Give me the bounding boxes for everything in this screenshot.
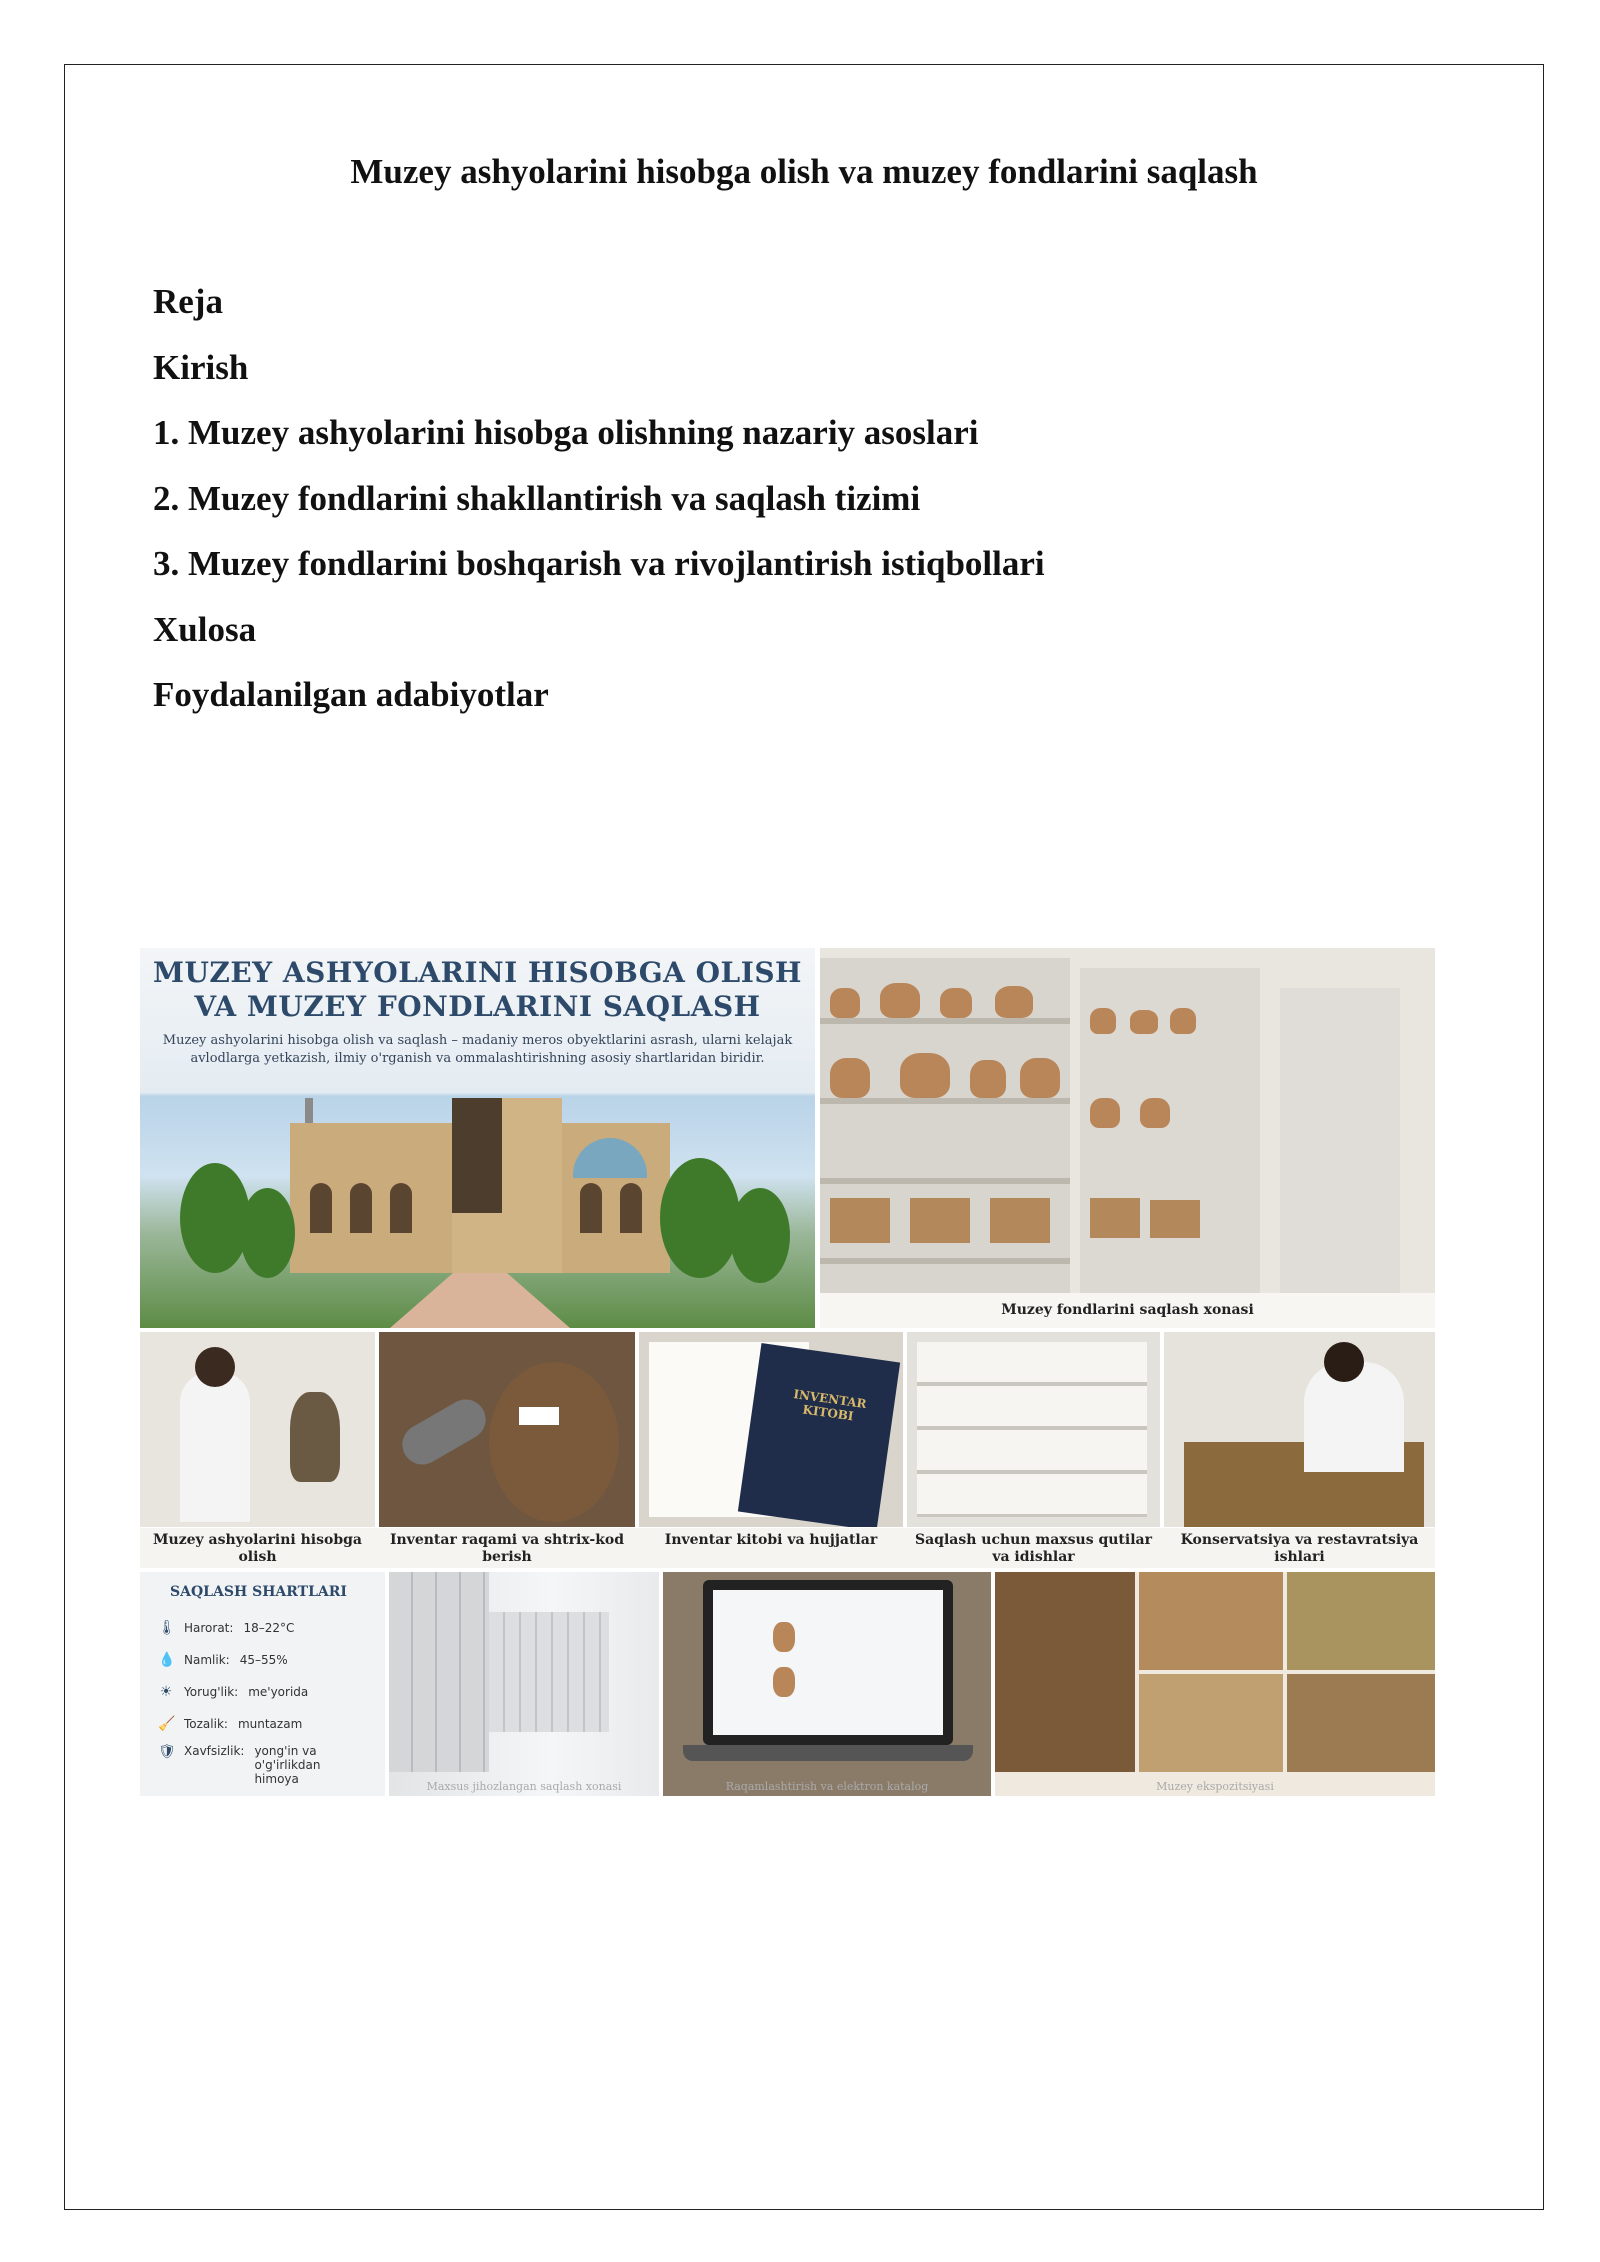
storage-caption-bar	[820, 1293, 1435, 1328]
middle-captions	[140, 1528, 1435, 1568]
document-title: Muzey ashyolarini hisobga olish va muzey fondlarini saqlash	[350, 152, 1258, 191]
conditions-title: SAQLASH SHARTLARI	[170, 1584, 347, 1600]
museum-portal	[452, 1098, 562, 1273]
bottom-caption-3: Muzey ekspozitsiyasi	[1156, 1780, 1274, 1793]
table-of-contents	[153, 282, 1045, 741]
toc-item: Foydalanilgan adabiyotlar	[153, 675, 549, 714]
caption-5: Konservatsiya va restavratsiya ishlari	[1180, 1532, 1419, 1565]
thermometer-icon: 🌡	[158, 1620, 176, 1636]
storage-caption: Muzey fondlarini saqlash xonasi	[1001, 1302, 1254, 1318]
hero-title: MUZEY ASHYOLARINI HISOBGA OLISH VA MUZEY FONDLARINI SAQLASH	[152, 956, 802, 1023]
condition-row: 🛡 Xavfsizlik: yong'in va o'g'irlikdan himoya	[158, 1744, 321, 1786]
storage-conditions-panel	[140, 1572, 385, 1796]
hero-panel	[140, 948, 815, 1328]
toc-item: 1. Muzey ashyolarini hisobga olishning nazariy asoslari	[153, 413, 979, 452]
toc-item: 3. Muzey fondlarini boshqarish va rivojlantirish istiqbollari	[153, 544, 1045, 583]
walkway	[390, 1273, 570, 1328]
caption-3: Inventar kitobi va hujjatlar	[664, 1532, 878, 1548]
photo-restoration-work	[1164, 1332, 1435, 1527]
condition-row: 🧹 Tozalik: muntazam	[158, 1716, 303, 1732]
toc-item: 2. Muzey fondlarini shakllantirish va saqlash tizimi	[153, 478, 921, 518]
photo-storage-boxes	[907, 1332, 1160, 1527]
bottom-caption-2: Raqamlashtirish va elektron katalog	[725, 1780, 929, 1793]
photo-compact-storage	[389, 1572, 659, 1796]
condition-row: ☀ Yorug'lik: me'yorida	[159, 1684, 309, 1700]
caption-2: Inventar raqami va shtrix-kod berish	[389, 1532, 625, 1565]
caption-1: Muzey ashyolarini hisobga olish	[153, 1532, 362, 1565]
caption-4: Saqlash uchun maxsus qutilar va idishlar	[915, 1532, 1152, 1565]
photo-barcode-scanning	[379, 1332, 635, 1527]
photo-inventory-book	[639, 1332, 903, 1527]
storage-room-photo	[820, 948, 1435, 1293]
hero-description: Muzey ashyolarini hisobga olish va saqlash – madaniy meros obyektlarini asrash, ularni kelajak avlodlarga yetkazish, ilmiy o'rganish va ommalashtirishning asosiy shartlaridan biridir.	[162, 1033, 793, 1066]
cleaning-icon: 🧹	[158, 1716, 176, 1732]
humidity-icon: 💧	[158, 1652, 176, 1668]
tree	[730, 1188, 790, 1283]
infographic-collage	[140, 948, 1435, 1796]
photo-curator-recording	[140, 1332, 375, 1527]
light-icon: ☀	[159, 1684, 173, 1700]
photo-exhibition	[995, 1572, 1435, 1796]
tree	[240, 1188, 295, 1278]
photo-digital-catalog	[663, 1572, 991, 1796]
shield-icon: 🛡	[158, 1744, 176, 1760]
condition-row: 💧 Namlik: 45–55%	[158, 1652, 288, 1668]
bottom-caption-1: Maxsus jihozlangan saqlash xonasi	[426, 1780, 622, 1793]
condition-row: 🌡 Harorat: 18–22°C	[158, 1620, 295, 1636]
book-label: INVENTAR KITOBI	[792, 1387, 868, 1424]
toc-item: Kirish	[153, 347, 249, 387]
toc-heading: Reja	[153, 282, 223, 321]
tree	[180, 1163, 250, 1273]
toc-item: Xulosa	[153, 609, 257, 649]
tree	[660, 1158, 740, 1278]
